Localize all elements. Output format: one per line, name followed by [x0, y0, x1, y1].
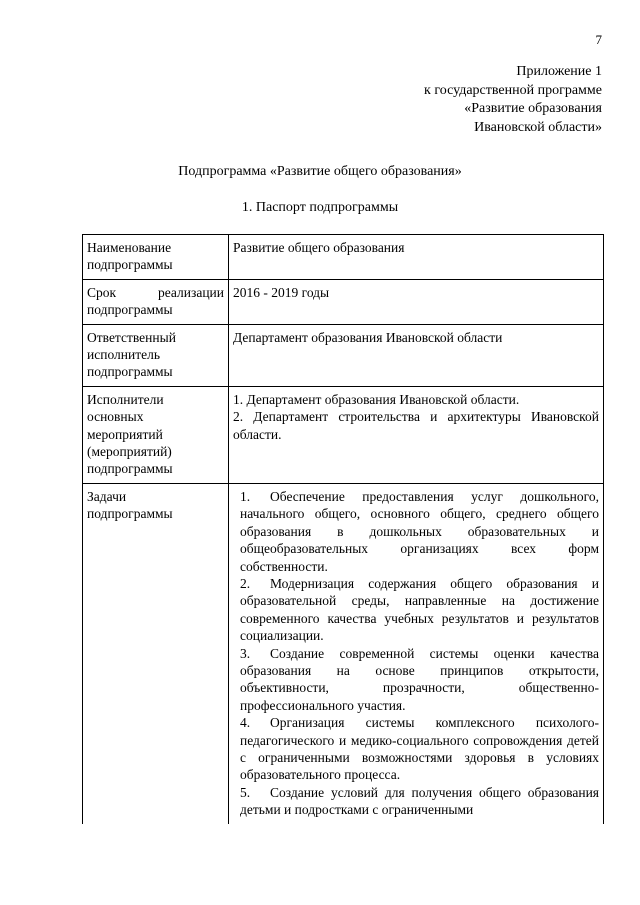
- page-number: 7: [595, 32, 602, 47]
- row-label-text: Задачи подпрограммы: [87, 488, 173, 522]
- task-item: [237, 488, 599, 575]
- executor-line-2: 2. Департамент строительства и архитектуры Ивановской области.: [233, 409, 599, 442]
- table-row: [83, 483, 604, 823]
- task-number: 5.: [240, 784, 251, 800]
- appendix-line-4: Ивановской области»: [474, 119, 602, 135]
- passport-title: 1. Паспорт подпрограммы: [241, 200, 399, 215]
- row-value: [229, 483, 604, 823]
- table-row: [83, 324, 604, 386]
- appendix-header: [424, 63, 602, 137]
- task-item: [237, 575, 599, 645]
- row-label: Наименование подпрограммы: [83, 235, 229, 280]
- task-item: [237, 714, 599, 784]
- task-text: Создание современной системы оценки качества образования на основе принципов открытости, объективности, прозрачности, общественно-профессионального участия.: [240, 645, 599, 713]
- row-label-text: Ответственный исполнитель подпрограммы: [87, 329, 176, 380]
- appendix-line-3: «Развитие образования: [464, 101, 602, 116]
- task-number: 4.: [240, 715, 251, 731]
- row-value: Департамент образования Ивановской области: [229, 324, 604, 386]
- table-row: [83, 235, 604, 280]
- task-item: [237, 645, 599, 715]
- task-text: Обеспечение предоставления услуг дошкольного, начального общего, основного общего, среднего общего образования в дошкольных образовательных и общеобразовательных организациях всех форм собственности.: [240, 488, 599, 574]
- task-text: Модернизация содержания общего образования и образовательной среды, направленные на достижение современного качества учебных результатов и результатов социализации.: [240, 575, 599, 644]
- table-row: [83, 279, 604, 324]
- task-text: Организация системы комплексного психолого-педагогического и медико-социального сопровождения детей с ограниченными возможностями здоровья в условиях образовательного процесса.: [240, 715, 599, 783]
- appendix-line-1: Приложение 1: [516, 64, 602, 79]
- task-number: 2.: [240, 575, 251, 591]
- table-row: [83, 386, 604, 483]
- row-label: Срок реализации подпрограммы: [83, 279, 229, 324]
- row-label: [83, 386, 229, 483]
- appendix-line-2: к государственной программе: [424, 82, 602, 98]
- task-item: [237, 784, 599, 819]
- passport-table: [82, 234, 604, 824]
- row-value: 2016 - 2019 годы: [229, 279, 604, 324]
- row-label: [83, 483, 229, 823]
- task-text: Создание условий для получения общего образования детьми и подростками с ограниченными: [240, 784, 599, 818]
- row-label-text: Исполнители основных мероприятий (мероприятий) подпрограммы: [87, 391, 173, 477]
- executor-line-1: 1. Департамент образования Ивановской области.: [233, 391, 520, 407]
- task-number: 3.: [240, 645, 251, 661]
- row-label: [83, 324, 229, 386]
- row-value: Развитие общего образования: [229, 235, 604, 280]
- task-number: 1.: [240, 488, 251, 504]
- row-value: [229, 386, 604, 483]
- subprogram-title: Подпрограмма «Развитие общего образования»: [178, 164, 462, 179]
